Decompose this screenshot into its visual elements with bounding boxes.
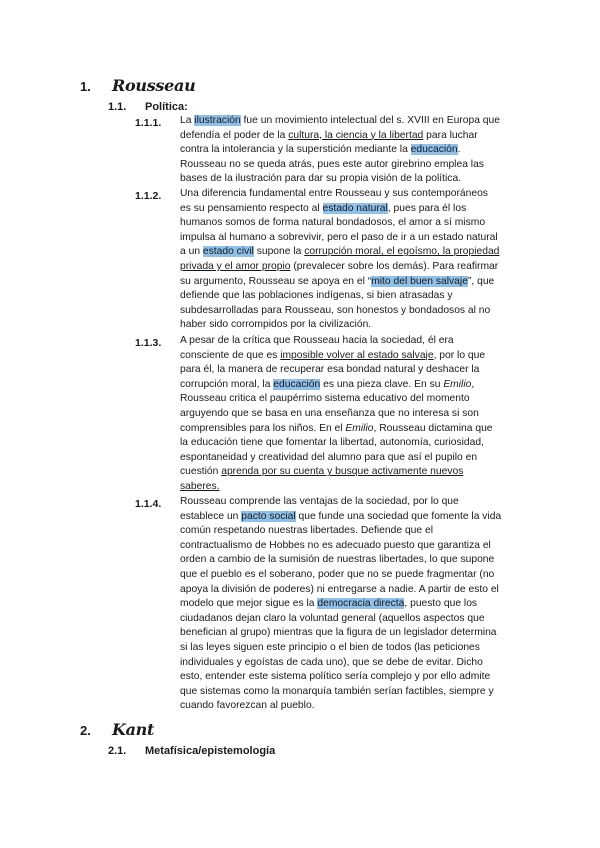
section-title: Kant bbox=[112, 720, 155, 739]
paragraph-line bbox=[180, 172, 522, 187]
text-run: la educación tiene que fomentar la libertad, autonomía, curiosidad, bbox=[180, 437, 484, 449]
paragraph-line bbox=[180, 318, 522, 333]
paragraph-line bbox=[180, 407, 522, 422]
text-run: que sistemas como la monarquía también serían factibles, siempre y bbox=[180, 685, 494, 697]
italic-text: Emilio bbox=[345, 422, 374, 434]
text-run: subdesarrolladas para Rousseau, son honestos y bondadosos al no bbox=[180, 304, 491, 316]
text-run: , por lo que bbox=[433, 349, 486, 361]
text-run: arguyendo que se basa en una enseñanza que no interesa si son bbox=[180, 407, 479, 419]
text-run: . bbox=[457, 144, 461, 156]
text-run: , bbox=[471, 378, 475, 390]
paragraph-line bbox=[180, 422, 522, 437]
paragraph-line bbox=[180, 685, 522, 700]
highlighted-term: ilustración bbox=[194, 115, 241, 126]
paragraph-line bbox=[180, 597, 522, 612]
paragraph-line bbox=[180, 656, 522, 671]
text-run: esto, entender este sistema político sería complejo y por ello admite bbox=[180, 671, 491, 683]
text-run: defiende que las poblaciones indígenas, si bien atrasadas y bbox=[180, 290, 453, 302]
text-run: establece un bbox=[180, 510, 242, 522]
paragraph-line bbox=[180, 465, 522, 480]
text-run: para luchar bbox=[423, 129, 478, 141]
text-run: que funde una sociedad que fomente la vida bbox=[295, 510, 502, 522]
section-number: 1. bbox=[80, 79, 91, 94]
text-run: cuestión bbox=[180, 466, 222, 478]
text-run: impulsa al humano a sobrevivir, pero el paso de ir a un estado natural bbox=[180, 231, 498, 243]
paragraph-line bbox=[180, 275, 522, 290]
paragraph-line bbox=[180, 553, 522, 568]
text-run: , pues para él los bbox=[387, 202, 467, 214]
text-run: cuando favorezcan al pueblo. bbox=[180, 700, 315, 712]
paragraph-line bbox=[180, 260, 522, 275]
paragraph-line bbox=[180, 304, 522, 319]
underlined-text: imposible volver al estado salvaje bbox=[280, 349, 434, 361]
text-run: que el pueblo es el soberano, poder que no se puede fragmentar (no bbox=[180, 568, 495, 580]
paragraph-line bbox=[180, 245, 522, 260]
text-run: ciudadanos dejan claro la voluntad general (aquellos aspectos que bbox=[180, 612, 485, 624]
paragraph-line bbox=[180, 143, 522, 158]
underlined-text: privada y el amor propio bbox=[180, 260, 291, 272]
text-run: su argumento, Rousseau se apoya en el “ bbox=[180, 275, 372, 287]
text-run: fue un movimiento intelectual del s. XVIII en Europa que bbox=[240, 115, 500, 126]
text-run: humanos somos de forma natural bondadosos, el amor a sí mismo bbox=[180, 217, 486, 229]
paragraph-line bbox=[180, 524, 522, 539]
paragraph-line bbox=[180, 451, 522, 466]
highlighted-term: pacto social bbox=[241, 510, 296, 522]
paragraph-line bbox=[180, 699, 522, 714]
paragraph-line bbox=[180, 510, 522, 525]
paragraph-line bbox=[180, 363, 522, 378]
paragraph-line bbox=[180, 129, 522, 144]
text-run: es su pensamiento respecto al bbox=[180, 202, 323, 214]
text-run: modelo que mejor sigue es la bbox=[180, 598, 318, 610]
paragraph-1-1-3 bbox=[180, 334, 522, 495]
paragraph-line bbox=[180, 568, 522, 583]
item-number: 1.1.4. bbox=[135, 498, 162, 510]
text-run: La bbox=[180, 115, 195, 126]
subsection-number: 1.1. bbox=[108, 101, 127, 113]
paragraph-line bbox=[180, 349, 522, 364]
text-run: haber sido corrompidos por la civilización. bbox=[180, 319, 372, 331]
paragraph-line bbox=[180, 202, 522, 217]
section-number: 2. bbox=[80, 723, 91, 738]
text-run: benefician al grupo) mientras que la figura de un legislador determina bbox=[180, 627, 497, 639]
paragraph-line bbox=[180, 539, 522, 554]
highlighted-term: estado natural bbox=[322, 202, 388, 214]
text-run: individuales y egoístas de cada uno), que se debe de evitar. Dicho bbox=[180, 656, 483, 668]
text-run: es una pieza clave. En su bbox=[320, 378, 444, 390]
text-run: (prevalecer sobre los demás). Para reafirmar bbox=[290, 260, 499, 272]
paragraph-line bbox=[180, 392, 522, 407]
subsection-title: Política: bbox=[145, 101, 188, 113]
paragraph-line bbox=[180, 612, 522, 627]
paragraph-line bbox=[180, 626, 522, 641]
highlighted-term: estado civil bbox=[202, 246, 254, 258]
text-run: corrupción moral, la bbox=[180, 378, 274, 390]
text-run: Rousseau no se queda atrás, pues este autor girebrino emplea las bbox=[180, 158, 484, 170]
text-run: Rousseau critica el paupérrimo sistema educativo del momento bbox=[180, 393, 470, 405]
text-run: orden a cambio de la sumisión de nuestras libertades, lo que supone bbox=[180, 554, 495, 566]
paragraph-line bbox=[180, 495, 522, 510]
text-run: Una diferencia fundamental entre Rousseau y sus contemporáneos bbox=[180, 188, 488, 199]
paragraph-line bbox=[180, 158, 522, 173]
item-number: 1.1.3. bbox=[135, 337, 162, 349]
text-run: común respetando nuestras libertades. Defiende que el bbox=[180, 525, 434, 537]
text-run: bases de la ilustración para dar su propia visión de la política. bbox=[180, 173, 462, 185]
paragraph-line bbox=[180, 378, 522, 393]
paragraph-1-1-2 bbox=[180, 187, 522, 333]
text-run: supone la bbox=[253, 246, 305, 258]
underlined-text: cultura, la ciencia y la libertad bbox=[288, 129, 424, 141]
paragraph-line bbox=[180, 436, 522, 451]
text-run: , Rousseau dictamina que bbox=[373, 422, 493, 434]
paragraph-line bbox=[180, 583, 522, 598]
paragraph-line bbox=[180, 670, 522, 685]
item-number: 1.1.2. bbox=[135, 190, 162, 202]
paragraph-line bbox=[180, 187, 522, 202]
text-run: si las leyes siguen este principio o el bien de todos (las peticiones bbox=[180, 641, 480, 653]
underlined-text: saberes. bbox=[180, 480, 220, 492]
paragraph-line bbox=[180, 334, 522, 349]
text-run: apoya la división de poderes) ni entregarse a nadie. A partir de esto el bbox=[180, 583, 499, 595]
text-run: ”, que bbox=[467, 275, 495, 287]
paragraph-1-1-4 bbox=[180, 495, 522, 714]
item-number: 1.1.1. bbox=[135, 117, 162, 129]
text-run: , puesto que los bbox=[404, 598, 478, 610]
text-run: A pesar de la crítica que Rousseau hacia la sociedad, él era bbox=[180, 335, 454, 346]
underlined-text: corrupción moral, el egoísmo, la propiedad bbox=[304, 246, 500, 258]
text-run: a un bbox=[180, 246, 203, 258]
underlined-text: aprenda por su cuenta y busque activamente nuevos bbox=[221, 466, 464, 478]
highlighted-term: mito del buen salvaje bbox=[371, 275, 468, 287]
paragraph-line bbox=[180, 216, 522, 231]
italic-text: Emilio bbox=[443, 378, 472, 390]
paragraph-line bbox=[180, 480, 522, 495]
text-run: espontaneidad y creatividad del alumno para que así el pupilo en bbox=[180, 451, 478, 463]
paragraph-line bbox=[180, 289, 522, 304]
subsection-number: 2.1. bbox=[108, 745, 127, 757]
text-run: contractualismo de Hobbes no es adecuado puesto que garantiza el bbox=[180, 539, 491, 551]
paragraph-line bbox=[180, 641, 522, 656]
paragraph-1-1-1 bbox=[180, 114, 522, 187]
subsection-title: Metafísica/epistemología bbox=[145, 745, 276, 757]
section-title: Rousseau bbox=[112, 76, 196, 95]
text-run: consciente de que es bbox=[180, 349, 281, 361]
text-run: defendía el poder de la bbox=[180, 129, 289, 141]
highlighted-term: educación bbox=[410, 144, 458, 156]
text-run: contra la intolerancia y la superstición mediante la bbox=[180, 144, 411, 156]
paragraph-line bbox=[180, 114, 522, 129]
text-run: comprensibles para los niños. En el bbox=[180, 422, 346, 434]
paragraph-line bbox=[180, 231, 522, 246]
highlighted-term: educación bbox=[273, 378, 321, 390]
text-run: Rousseau comprende las ventajas de la sociedad, por lo que bbox=[180, 496, 459, 507]
text-run: para él, la manera de recuperar esa bondad natural y deshacer la bbox=[180, 364, 480, 376]
highlighted-term: democracia directa bbox=[317, 598, 405, 610]
